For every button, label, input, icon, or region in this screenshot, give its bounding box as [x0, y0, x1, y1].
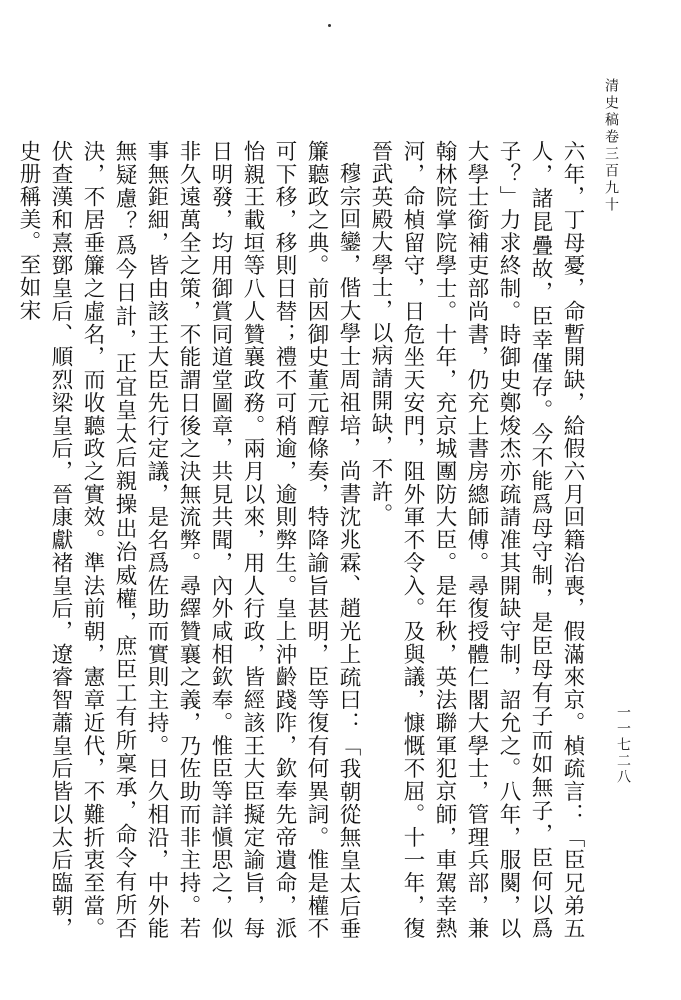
- running-title: 清史稿卷三百九十: [603, 78, 619, 214]
- paragraph-2: 穆宗回鑾，偕大學士周祖培，尚書沈兆霖、趙光上疏曰：「我朝從無皇太后垂簾聽政之典。前因御史董元醇條奏，特降諭旨甚明，臣等復有何異詞。惟是權不可下移，移則日替；禮不可稍逾，逾則弊生。皇上沖齡踐阼，欽奉先帝遺命，派怡親王載垣等八人贊襄政務。兩月以來，用人行政，皆經該王大臣擬定諭旨，每日明發，均用御賞同道堂圖章，共見共聞，內外咸相欽奉。惟臣等詳愼思之，似非久遠萬全之策，不能謂日後之決無流弊。尋繹贊襄之義，乃佐助而非主持。若事無鉅細，皆由該王大臣先行定議，是名爲佐助而實則主持。日久相沿，中外能無疑慮？爲今日計，正宜皇太后親操出治威權，庶臣工有所稟承，命令有所否決，不居垂簾之虛名，而收聽政之實效。準法前朝，憲章近代，不難折衷至當。伏查漢和熹鄧皇后、順烈梁皇后，晉康獻褚皇后，遼睿智蕭皇后皆以太后臨朝，史册稱美。至如宋: [16, 140, 361, 940]
- main-text: [16, 140, 588, 940]
- page-mark: [328, 24, 331, 27]
- page-number: 一一七二八: [615, 705, 631, 785]
- paragraph-1: 六年，丁母憂，命暫開缺，給假六月回籍治喪，假滿來京。楨疏言：「臣兄弟五人，諸昆疊故，臣幸僅存。今不能爲母守制，是臣母有子而如無子，臣何以爲子？」力求終制。時御史鄭焌杰亦疏請准其開缺守制，詔允之。八年，服闋，以大學士銜補吏部尚書，仍充上書房總師傅。尋復授體仁閣大學士，管理兵部，兼翰林院掌院學士。十年，充京城團防大臣。是年秋，英法聯軍犯京師，車駕幸熱河，命楨留守，日危坐天安門，阻外軍不令入。及與議，慷慨不屈。十一年，復晉武英殿大學士，以病請開缺，不許。: [368, 140, 585, 940]
